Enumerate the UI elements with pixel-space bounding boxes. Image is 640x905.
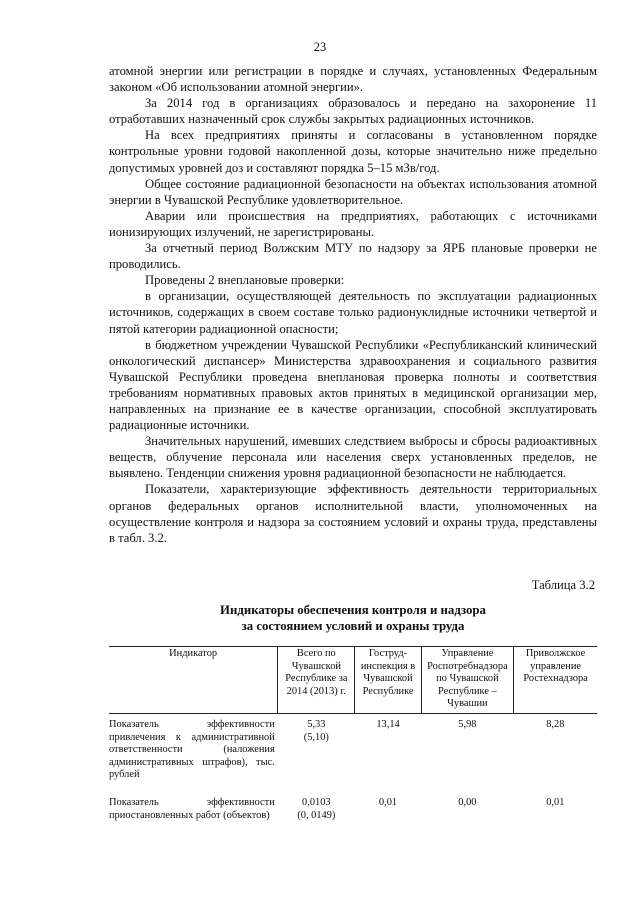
header-rostekh: Приволжское управление Ростехнадзора — [514, 647, 597, 714]
table-title — [109, 602, 597, 634]
cell-gostrud: 0,01 — [378, 796, 398, 808]
cell-rospotreb: 5,98 — [458, 718, 477, 730]
paragraph: в бюджетном учреждении Чувашской Республики «Республиканский клинический онкологический диспансер» Министерства здравоохранения и социального развития Чувашской Республики проведена внеплановая проверка полноты и соответствия требованиям нормативных правовых актов принятых в медицинской организации мер, направленных на признание ее в качестве организации, способной эксплуатировать радиационные источники. — [109, 337, 597, 433]
header-rospotreb: Управление Роспотребнадзора по Чувашской Республике – Чувашии — [421, 647, 514, 714]
paragraph: Проведены 2 внеплановые проверки: — [145, 273, 345, 288]
paragraph: За 2014 год в организациях образовалось и передано на захоронение 11 отработавших назначенный срок службы закрытых радиационных источников. — [109, 96, 597, 127]
table-title-line: за состоянием условий и охраны труда — [241, 619, 465, 633]
paragraph: Аварии или происшествия на предприятиях, работающих с источниками ионизирующих излучений, не зарегистрированы. — [109, 208, 597, 239]
paragraph: Показатели, характеризующие эффективность деятельности территориальных органов федеральных органов исполнительной власти, уполномоченных на осуществление контроля и надзора за состоянием условий и охраны труда, представлены в табл. 3.2. — [109, 482, 597, 545]
table-title-line: Индикаторы обеспечения контроля и надзора — [220, 603, 486, 617]
paragraph: Общее состояние радиационной безопасности на объектах использования атомной энергии в Чувашской Республике удовлетворительное. — [109, 176, 597, 207]
table-header-row — [109, 647, 597, 714]
cell-total-prev: (5,10) — [303, 731, 329, 743]
table-caption: Таблица 3.2 — [531, 578, 595, 592]
page-number: 23 — [313, 40, 327, 54]
header-indicator: Индикатор — [109, 647, 278, 714]
header-gostrud: Гоструд-инспекция в Чувашской Республике — [355, 647, 421, 714]
cell-rospotreb: 0,00 — [458, 796, 477, 808]
table-row — [109, 792, 597, 832]
paragraph: На всех предприятиях приняты и согласованы в установленном порядке контрольные уровни годовой накопленной дозы, которые значительно ниже предельно допустимых уровней доз и составляют порядка 5–15 мЗв/год. — [109, 128, 597, 175]
paragraph: атомной энергии или регистрации в порядке и случаях, установленных Федеральным законом «Об использовании атомной энергии». — [109, 64, 597, 95]
cell-total — [278, 792, 355, 832]
indicators-table — [109, 646, 597, 832]
cell-total-value: 5,33 — [307, 718, 326, 730]
cell-total-value: 0,0103 — [302, 796, 331, 808]
paragraph: Значительных нарушений, имевших следствием выбросы и сбросы радиоактивных веществ, облучение персонала или населения сверх установленных пределов, не выявлено. Тенденции снижения уровня радиационной безопасности не наблюдается. — [109, 434, 597, 481]
table-row — [109, 713, 597, 791]
cell-indicator: Показатель эффективности привлечения к административной ответственности (наложения административных штрафов), тыс. рублей — [109, 718, 275, 781]
cell-gostrud: 13,14 — [376, 718, 400, 730]
paragraph: За отчетный период Волжским МТУ по надзору за ЯРБ плановые проверки не проводились. — [109, 241, 597, 272]
body-text — [109, 63, 597, 546]
cell-rostekh: 8,28 — [546, 718, 565, 730]
cell-rostekh: 0,01 — [546, 796, 565, 808]
paragraph: в организации, осуществляющей деятельность по эксплуатации радиационных источников, содержащих в своем составе только радионуклидные источники четвертой и пятой категории радиационной опасности; — [109, 289, 597, 336]
cell-total — [278, 713, 355, 791]
header-total: Всего по Чувашской Республике за 2014 (2013) г. — [278, 647, 355, 714]
cell-total-prev: (0, 0149) — [297, 809, 336, 821]
cell-indicator: Показатель эффективности приостановленных работ (объектов) — [109, 796, 275, 821]
